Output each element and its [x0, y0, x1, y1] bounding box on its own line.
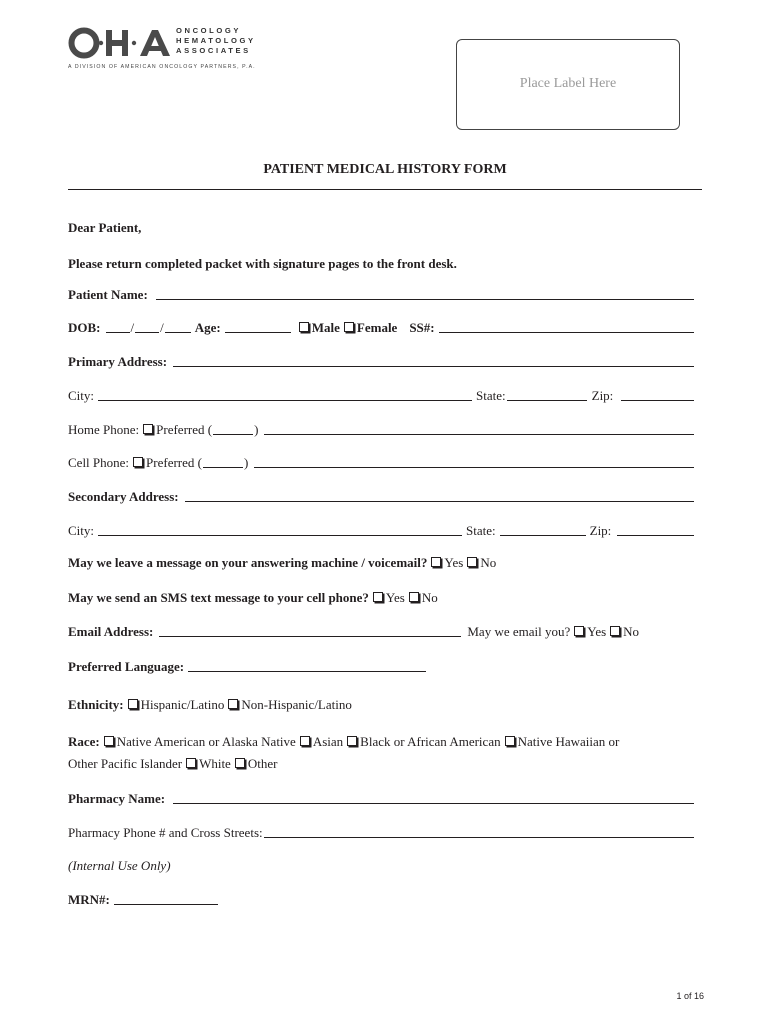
secondary-state-field[interactable] — [500, 533, 586, 536]
dob-label: DOB: — [68, 320, 101, 335]
patient-name-row — [68, 283, 698, 303]
home-phone-row — [68, 418, 698, 438]
title-divider — [68, 189, 702, 190]
race-option: Native Hawaiian or — [517, 734, 620, 749]
primary-address-label: Primary Address: — [68, 354, 168, 369]
language-row — [68, 655, 698, 675]
cell-phone-label: Cell Phone: — [68, 455, 130, 470]
secondary-address-field[interactable] — [185, 499, 694, 502]
sms-row — [68, 586, 698, 606]
email-yes-checkbox[interactable] — [574, 626, 584, 636]
pharmacy-name-row — [68, 787, 698, 807]
secondary-city-row — [68, 519, 698, 539]
home-phone-field[interactable] — [264, 432, 694, 435]
voicemail-row — [68, 551, 698, 571]
yes-label: Yes — [385, 590, 405, 605]
ethnicity-option: Non-Hispanic/Latino — [241, 697, 352, 712]
race-other-checkbox[interactable] — [235, 758, 245, 768]
male-checkbox[interactable] — [299, 322, 309, 332]
email-field[interactable] — [159, 634, 461, 637]
race-native-american-checkbox[interactable] — [104, 736, 114, 746]
race-asian-checkbox[interactable] — [300, 736, 310, 746]
city-label: City: — [68, 523, 95, 538]
dob-slash: / — [160, 320, 164, 335]
dob-month-field[interactable] — [106, 330, 130, 333]
primary-state-field[interactable] — [507, 398, 587, 401]
voicemail-yes-checkbox[interactable] — [431, 557, 441, 567]
email-row — [68, 620, 698, 640]
female-label: Female — [356, 320, 398, 335]
patient-name-field[interactable] — [156, 297, 694, 300]
greeting: Dear Patient, — [68, 220, 142, 235]
internal-use-row — [68, 854, 698, 874]
state-label: State: — [476, 388, 506, 403]
logo-word: ONCOLOGY — [176, 26, 242, 35]
email-no-checkbox[interactable] — [610, 626, 620, 636]
mrn-label: MRN#: — [68, 892, 110, 907]
ss-label: SS#: — [409, 320, 435, 335]
cell-preferred-checkbox[interactable] — [133, 457, 143, 467]
race-option: White — [199, 756, 231, 771]
ethnicity-non-hispanic-checkbox[interactable] — [228, 699, 238, 709]
place-label-box — [456, 39, 680, 130]
sms-no-checkbox[interactable] — [409, 592, 419, 602]
language-field[interactable] — [188, 669, 426, 672]
primary-city-row — [68, 384, 698, 404]
no-label: No — [480, 555, 497, 570]
secondary-zip-field[interactable] — [617, 533, 694, 536]
pharmacy-phone-label: Pharmacy Phone # and Cross Streets: — [68, 825, 263, 840]
instruction-line — [68, 252, 698, 272]
greeting-line — [68, 216, 698, 236]
mrn-row — [68, 888, 698, 908]
race-label: Race: — [68, 734, 100, 749]
yes-label: Yes — [587, 624, 607, 639]
age-label: Age: — [194, 320, 221, 335]
email-label: Email Address: — [68, 624, 154, 639]
cell-phone-field[interactable] — [254, 465, 694, 468]
logo-word: HEMATOLOGY — [176, 36, 256, 45]
secondary-address-label: Secondary Address: — [68, 489, 179, 504]
race-option: Native American or Alaska Native — [116, 734, 296, 749]
dob-row — [68, 316, 698, 336]
race-white-checkbox[interactable] — [186, 758, 196, 768]
pharmacy-phone-row — [68, 821, 698, 841]
secondary-address-row — [68, 485, 698, 505]
logo-subtitle: A DIVISION OF AMERICAN ONCOLOGY PARTNERS, P.A. — [68, 64, 256, 70]
ethnicity-hispanic-checkbox[interactable] — [128, 699, 138, 709]
race-row — [68, 730, 698, 750]
oha-logo — [68, 26, 268, 76]
language-label: Preferred Language: — [68, 659, 185, 674]
city-label: City: — [68, 388, 95, 403]
primary-address-field[interactable] — [173, 364, 694, 367]
ethnicity-row — [68, 693, 698, 713]
home-phone-label: Home Phone: — [68, 422, 140, 437]
cell-phone-row — [68, 451, 698, 471]
primary-address-row — [68, 350, 698, 370]
page-number: 1 of 16 — [676, 991, 704, 1001]
state-label: State: — [466, 523, 496, 538]
male-label: Male — [311, 320, 340, 335]
internal-use-label: (Internal Use Only) — [68, 858, 171, 873]
female-checkbox[interactable] — [344, 322, 354, 332]
ethnicity-option: Hispanic/Latino — [140, 697, 225, 712]
cell-preferred-rank-field[interactable] — [203, 465, 243, 468]
race-option: Other — [247, 756, 278, 771]
race-hawaiian-checkbox[interactable] — [505, 736, 515, 746]
age-field[interactable] — [225, 330, 291, 333]
voicemail-no-checkbox[interactable] — [467, 557, 477, 567]
dob-year-field[interactable] — [165, 330, 191, 333]
secondary-city-field[interactable] — [98, 533, 462, 536]
voicemail-question: May we leave a message on your answering machine / voicemail? — [68, 555, 428, 570]
preferred-label: Preferred ( — [156, 422, 213, 437]
email-question: May we email you? — [467, 624, 571, 639]
race-option: Black or African American — [360, 734, 501, 749]
ethnicity-label: Ethnicity: — [68, 697, 124, 712]
sms-yes-checkbox[interactable] — [373, 592, 383, 602]
form-title: PATIENT MEDICAL HISTORY FORM — [263, 162, 507, 177]
pharmacy-name-label: Pharmacy Name: — [68, 791, 166, 806]
ss-field[interactable] — [439, 330, 694, 333]
home-preferred-rank-field[interactable] — [213, 432, 253, 435]
race-black-checkbox[interactable] — [347, 736, 357, 746]
primary-zip-field[interactable] — [621, 398, 694, 401]
pharmacy-name-field[interactable] — [173, 801, 694, 804]
race-option: Asian — [312, 734, 344, 749]
oha-logo-mark — [68, 26, 172, 60]
sms-question: May we send an SMS text message to your cell phone? — [68, 590, 369, 605]
place-label-text: Place Label Here — [519, 76, 617, 91]
race-row-continued — [68, 752, 698, 772]
logo-wordmark — [176, 26, 268, 56]
home-preferred-checkbox[interactable] — [143, 424, 153, 434]
yes-label: Yes — [444, 555, 464, 570]
preferred-close: ) — [254, 422, 259, 437]
zip-label: Zip: — [591, 388, 614, 403]
no-label: No — [623, 624, 640, 639]
logo-word: ASSOCIATES — [176, 46, 251, 55]
patient-name-label: Patient Name: — [68, 287, 148, 302]
no-label: No — [421, 590, 438, 605]
mrn-field[interactable] — [114, 902, 218, 905]
pharmacy-phone-field[interactable] — [264, 835, 694, 838]
primary-city-field[interactable] — [98, 398, 472, 401]
preferred-label: Preferred ( — [146, 455, 202, 470]
dob-slash: / — [130, 320, 135, 335]
instruction: Please return completed packet with signature pages to the front desk. — [68, 256, 457, 271]
dob-day-field[interactable] — [135, 330, 159, 333]
zip-label: Zip: — [589, 523, 612, 538]
race-option: Other Pacific Islander — [68, 756, 183, 771]
preferred-close: ) — [243, 455, 249, 470]
